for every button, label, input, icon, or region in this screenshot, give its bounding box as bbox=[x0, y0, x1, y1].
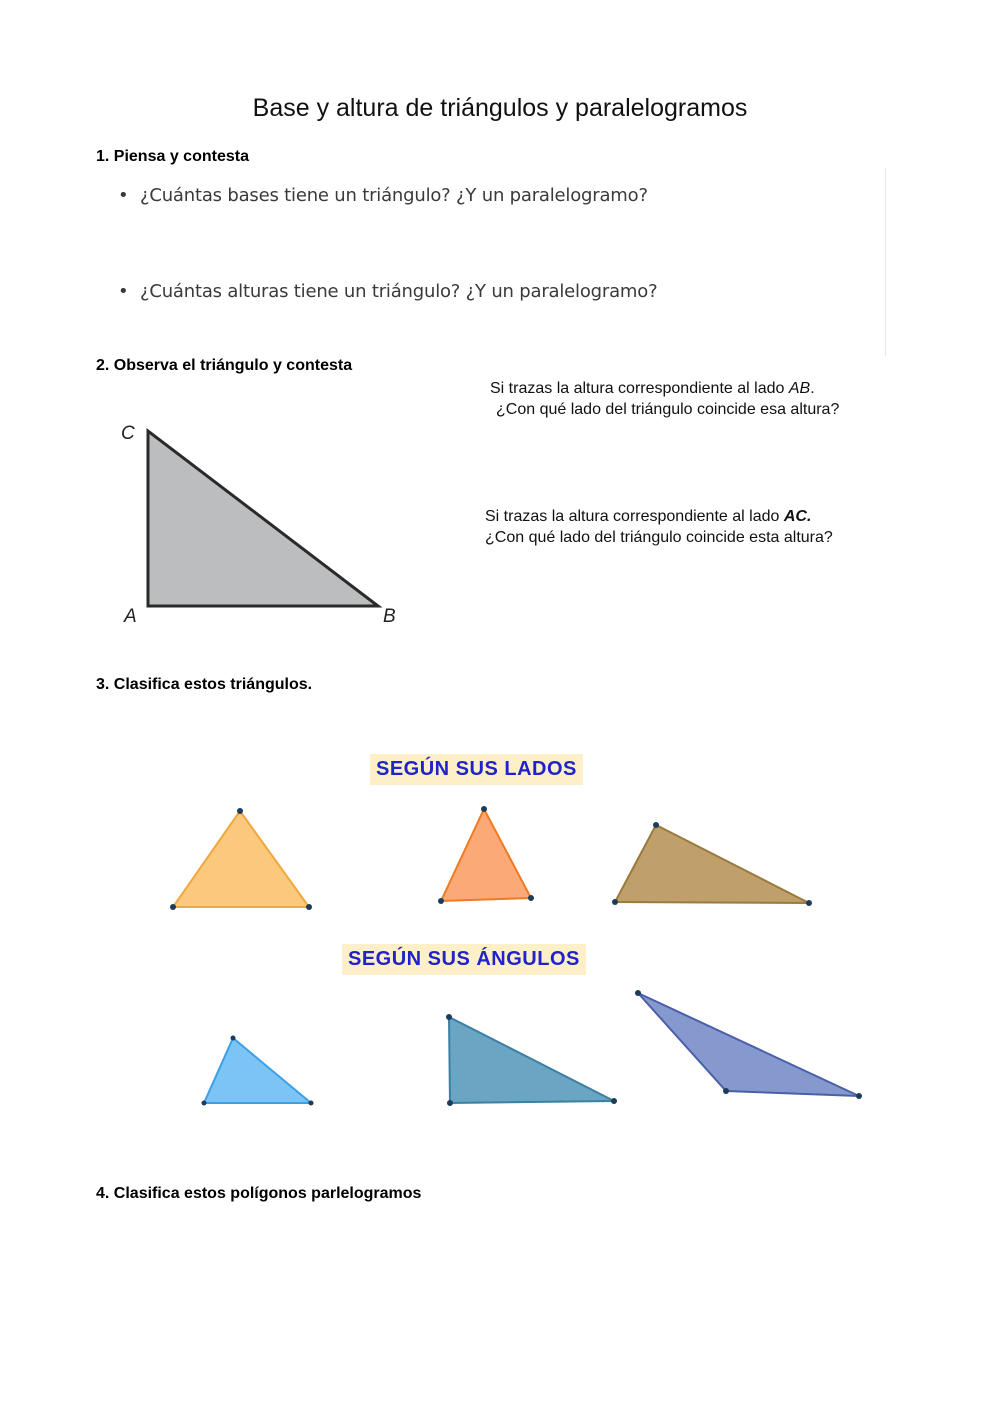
question-ac-text: Si trazas la altura correspondiente al lado bbox=[485, 508, 784, 525]
question-ab-text: Si trazas la altura correspondiente al lado bbox=[490, 380, 789, 397]
obtuse-triangle bbox=[635, 990, 862, 1099]
bullet-text: ¿Cuántas bases tiene un triángulo? ¿Y un paralelogramo? bbox=[140, 185, 648, 206]
side-ac-label: AC. bbox=[783, 508, 812, 525]
by-angles-label: SEGÚN SUS ÁNGULOS bbox=[342, 944, 586, 975]
side-ab-label: AB bbox=[788, 380, 811, 397]
question-ab-line2: ¿Con qué lado del triángulo coincide esa altura? bbox=[496, 401, 840, 418]
page-title: Base y altura de triángulos y paralelogramos bbox=[252, 94, 748, 122]
section-4-heading: 4. Clasifica estos polígonos parlelogramos bbox=[96, 1185, 422, 1202]
isosceles-triangle bbox=[438, 806, 534, 904]
vertex-a-label: A bbox=[124, 606, 137, 627]
section-3-heading: 3. Clasifica estos triángulos. bbox=[96, 676, 313, 693]
bullet-text: ¿Cuántas alturas tiene un triángulo? ¿Y un paralelogramo? bbox=[140, 281, 658, 302]
right-triangle bbox=[446, 1014, 617, 1106]
acute-triangle bbox=[202, 1036, 314, 1106]
bullet-dot: • bbox=[118, 185, 129, 206]
vertex-b-label: B bbox=[383, 606, 396, 627]
scalene-triangle bbox=[612, 822, 812, 906]
section-2-heading: 2. Observa el triángulo y contesta bbox=[96, 357, 353, 374]
equilateral-triangle bbox=[170, 808, 312, 910]
section-1-heading: 1. Piensa y contesta bbox=[96, 148, 249, 165]
question-ac-line2: ¿Con qué lado del triángulo coincide esta altura? bbox=[485, 529, 833, 546]
bullet-dot: • bbox=[118, 281, 129, 302]
question-ab-period: . bbox=[810, 380, 815, 397]
vertex-c-label: C bbox=[121, 423, 135, 444]
by-sides-label: SEGÚN SUS LADOS bbox=[370, 754, 583, 785]
